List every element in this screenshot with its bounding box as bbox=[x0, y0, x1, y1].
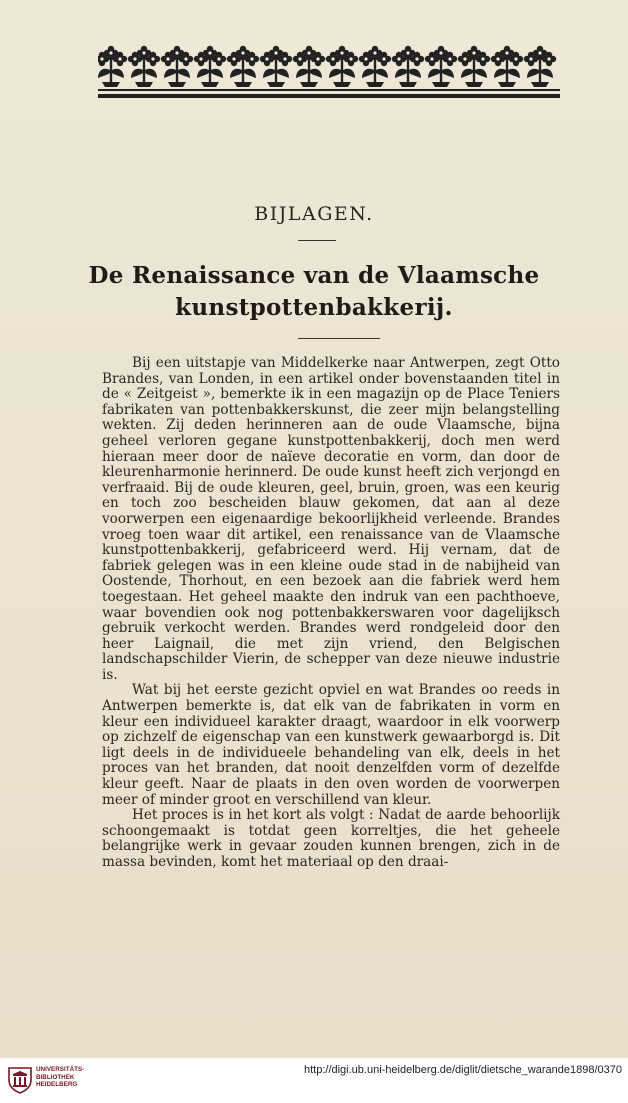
library-name-line-2: BIBLIOTHEK bbox=[36, 1073, 75, 1081]
article-title-line-2: kunstpottenbakkerij. bbox=[175, 294, 453, 321]
library-name bbox=[36, 1066, 84, 1089]
section-heading: BIJLAGEN. bbox=[254, 203, 374, 225]
title-divider bbox=[298, 338, 380, 339]
university-library-logo bbox=[7, 1064, 33, 1094]
floral-ornament-band bbox=[98, 44, 560, 100]
paragraph-3: Het proces is in het kort als volgt : Nadat de aarde behoorlijk schoongemaakt is totdat geen korreltjes, die het geheele belangrijke werk in gevaar zouden kunnen brengen, zich in de massa bevinden, komt het materiaal op den draai- bbox=[102, 807, 560, 870]
heading-divider bbox=[298, 240, 336, 241]
article-title-line-1: De Renaissance van de Vlaamsche bbox=[88, 262, 540, 289]
source-url-link[interactable]: http://digi.ub.uni-heidelberg.de/diglit/dietsche_warande1898/0370 bbox=[303, 1064, 622, 1076]
paragraph-2: Wat bij het eerste gezicht opviel en wat Brandes oo reeds in Antwerpen bemerkte is, dat elk van de fabrikaten in vorm en kleur een individueel karakter draagt, waardoor in elk voorwerp op zichzelf de eigenschap van een kunstwerk gewaarborgd is. Dit ligt deels in de individueele behandeling van elk, deels in het proces van het branden, dat nooit denzelfden vorm of dezelfde kleur geeft. Naar de plaats in den oven worden de voorwerpen meer of minder groot en verschillend van kleur. bbox=[102, 682, 560, 808]
article-body bbox=[102, 356, 560, 871]
paragraph-1: Bij een uitstapje van Middelkerke naar Antwerpen, zegt Otto Brandes, van Londen, in een artikel onder bovenstaanden titel in de « Zeitgeist », bemerkte ik in een magazijn op de Place Teniers fabrikaten van pottenbakkerskunst, die zeer mijn belangstelling wekten. Zij deden herinneren aan de oude Vlaamsche, bijna geheel verloren gegane kunstpottenbakkerij, doch men werd hieraan meer door de naïeve decoratie en vorm, dan door de kleurenharmonie herinnerd. De oude kunst heeft zich verjongd en verfraaid. Bij de oude kleuren, geel, bruin, groen, was een keurig en toch zoo bescheiden blauw gekomen, dat aan al deze voorwerpen een eigenaardige bekoorlijkheid verleende. Brandes vroeg toen waar dit artikel, een renaissance van de Vlaamsche kunstpottenbakkerij, gefabriceerd werd. Hij vernam, dat de fabriek gelegen was in een kleine oude stad in de nabijheid van Oostende, Thorhout, en een bezoek aan die fabriek werd hem toegestaan. Het geheel maakte den indruk van een pachthoeve, waar bovendien ook nog pottenbakkerswaren voor dagelijksch gebruik verkocht werden. Brandes werd rondgeleid door den heer Laignail, die met zijn vriend, den Belgischen landschapschilder Vierin, de schepper van deze nieuwe industrie is. bbox=[102, 355, 560, 683]
library-name-line-3: HEIDELBERG bbox=[36, 1081, 78, 1088]
library-name-line-1: UNIVERSITÄTS- bbox=[36, 1066, 85, 1073]
